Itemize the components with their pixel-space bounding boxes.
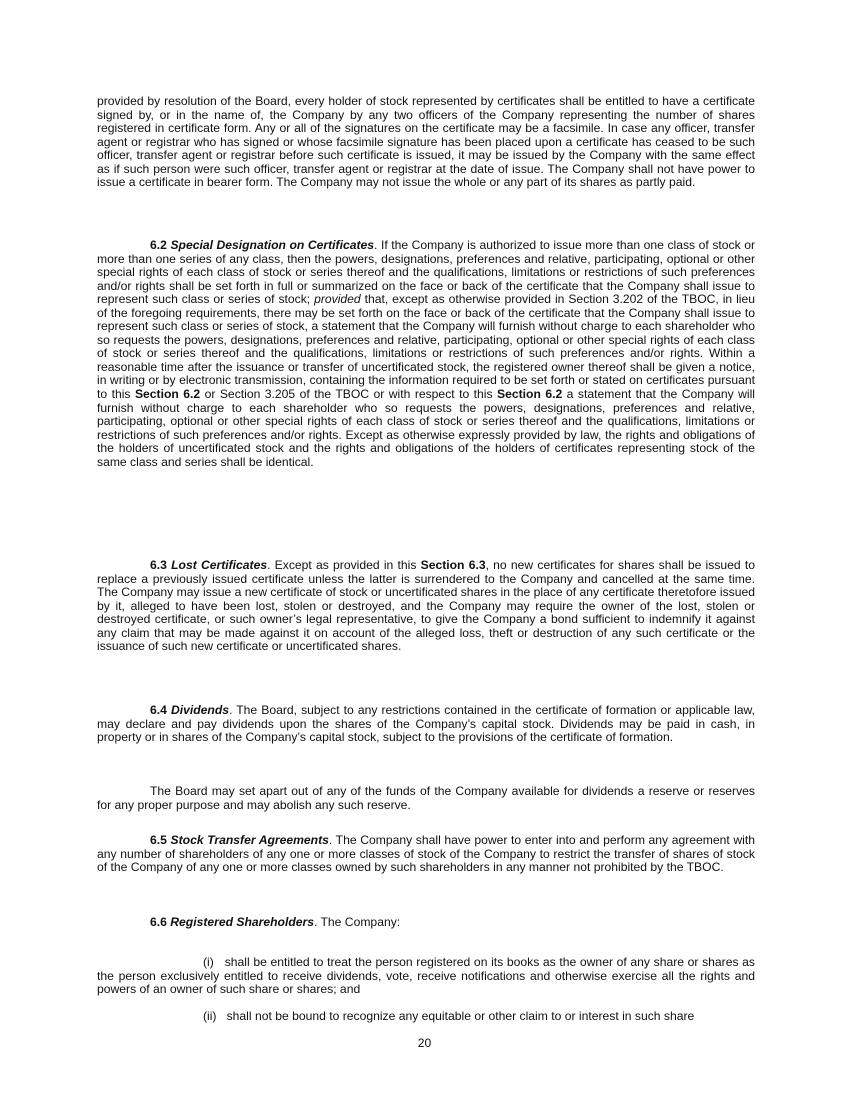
- section-text: . The Company shall have power to enter into and perform any agreement with any number of shareholders of any one or more classes of stock of the Company to restrict the transfer of shares of stock of the Company of any one or more classes owned by such shareholders in any manner not prohibited by the TBOC.: [97, 833, 755, 875]
- item-i: [97, 956, 755, 997]
- section-6-2: [97, 239, 755, 469]
- section-6-4: [97, 704, 755, 745]
- list-item: (i) shall be entitled to treat the person registered on its books as the owner of any share or shares as the person exclusively entitled to receive dividends, vote, receive notifications and otherwise exercise all the rights and powers of an owner of such share or shares; and: [97, 955, 755, 997]
- section-number: 6.4: [150, 703, 167, 717]
- item-ii: [97, 1010, 755, 1024]
- section-6-6-paragraph: [97, 916, 755, 930]
- provided-term: provided: [314, 292, 361, 307]
- section-text: a statement that the Company will furnish without charge to each shareholder who so requests the powers, designations, preferences and relative, participating, optional or other special rights of each class of stock or series thereof and the qualifications, limitations or restrictions of such preferences and/or rights. Except as otherwise expressly provided by law, the rights and obligations of the holders of uncertificated stock and the rights and obligations of the holders of certificates representing stock of the same class and series shall be identical.: [97, 387, 755, 469]
- section-heading: Dividends: [170, 703, 230, 717]
- section-6-6: [97, 916, 755, 930]
- section-text: . Except as provided in this: [267, 558, 421, 572]
- section-number: 6.5: [150, 833, 167, 847]
- paragraph-text: The Board may set apart out of any of the funds of the Company available for dividends a reserve or reserves for any proper purpose and may abolish any such reserve.: [97, 784, 755, 812]
- section-heading: Stock Transfer Agreements: [170, 833, 329, 847]
- section-heading: Registered Shareholders: [170, 915, 314, 929]
- section-6-5-paragraph: [97, 834, 755, 875]
- list-item: (ii) shall not be bound to recognize any equitable or other claim to or interest in such share: [203, 1009, 695, 1023]
- section-reference: Section 6.3: [420, 558, 486, 572]
- page-number: 20: [417, 1036, 432, 1050]
- section-reference: Section 6.2: [134, 387, 201, 402]
- section-text: . The Company:: [313, 915, 401, 929]
- section-text: . The Board, subject to any restrictions contained in the certificate of formation or applicable law, may declare and pay dividends upon the shares of the Company’s capital stock. Dividends may be paid in cash, in property or in shares of the Company’s capital stock, subject to the provisions of the certificate of formation.: [97, 703, 756, 745]
- section-number: 6.2: [150, 238, 167, 252]
- section-text: or Section 3.205 of the TBOC or with respect to this: [200, 387, 498, 402]
- section-number: 6.3: [150, 558, 167, 572]
- section-text: . If the Company is authorized to issue more than one class of stock or more than one series of any class, then the powers, designations, preferences and relative, participating, optional or other special rights of each class of stock or series thereof and the qualifications, limitations or restrictions of such preferences and/or rights shall be set forth in full or summarized on the face or back of the certificate that the Company shall issue to represent such class or series of stock;: [97, 238, 755, 307]
- section-6-2-paragraph: [97, 239, 755, 469]
- section-heading: Special Designation on Certificates: [170, 238, 375, 252]
- section-reference: Section 6.2: [497, 387, 563, 402]
- dividends-reserve: [97, 785, 755, 812]
- section-text: , no new certificates for shares shall be issued to replace a previously issued certificate unless the latter is surrendered to the Company and cancelled at the same time. The Company may issue a new certificate of stock or uncertificated shares in the place of any certificate theretofore issued by it, alleged to have been lost, stolen or destroyed, and the Company may require the owner of the lost, stolen or destroyed certificate, or such owner’s legal representative, to give the Company a bond sufficient to indemnify it against any claim that may be made against it on account of the alleged loss, theft or destruction of any such certificate or the issuance of such new certificate or uncertificated shares.: [97, 558, 755, 654]
- section-number: 6.6: [150, 915, 167, 929]
- section-6-4-paragraph: [97, 704, 755, 745]
- section-6-3-paragraph: [97, 559, 755, 654]
- section-text: that, except as otherwise provided in Section 3.202 of the TBOC, in lieu of the foregoing requirements, there may be set forth on the face or back of the certificate that the Company shall issue to represent such class or series of stock, a statement that the Company will furnish without charge to each shareholder who so requests the powers, designations, preferences and relative, participating, optional or other special rights of each class of stock or series thereof and the qualifications, limitations or restrictions of such preferences and/or rights. Within a reasonable time after the issuance or transfer of uncertificated stock, the registered owner thereof shall be given a notice, in writing or by electronic transmission, containing the information required to be set forth or stated on certificates pursuant to this: [97, 292, 755, 402]
- section-heading: Lost Certificates: [171, 558, 268, 572]
- paragraph-text: provided by resolution of the Board, every holder of stock represented by certificates shall be entitled to have a certificate signed by, or in the name of, the Company by any two officers of the Company representing the number of shares registered in certificate form. Any or all of the signatures on the certificate may be a facsimile. In case any officer, transfer agent or registrar who has signed or whose facsimile signature has been placed upon a certificate has ceased to be such officer, transfer agent or registrar before such certificate is issued, it may be issued by the Company with the same effect as if such person were such officer, transfer agent or registrar at the date of issue. The Company shall not have power to issue a certificate in bearer form. The Company may not issue the whole or any part of its shares as partly paid.: [97, 94, 755, 190]
- continued-paragraph: [97, 95, 755, 190]
- section-6-5: [97, 834, 755, 875]
- section-6-3: [97, 559, 755, 654]
